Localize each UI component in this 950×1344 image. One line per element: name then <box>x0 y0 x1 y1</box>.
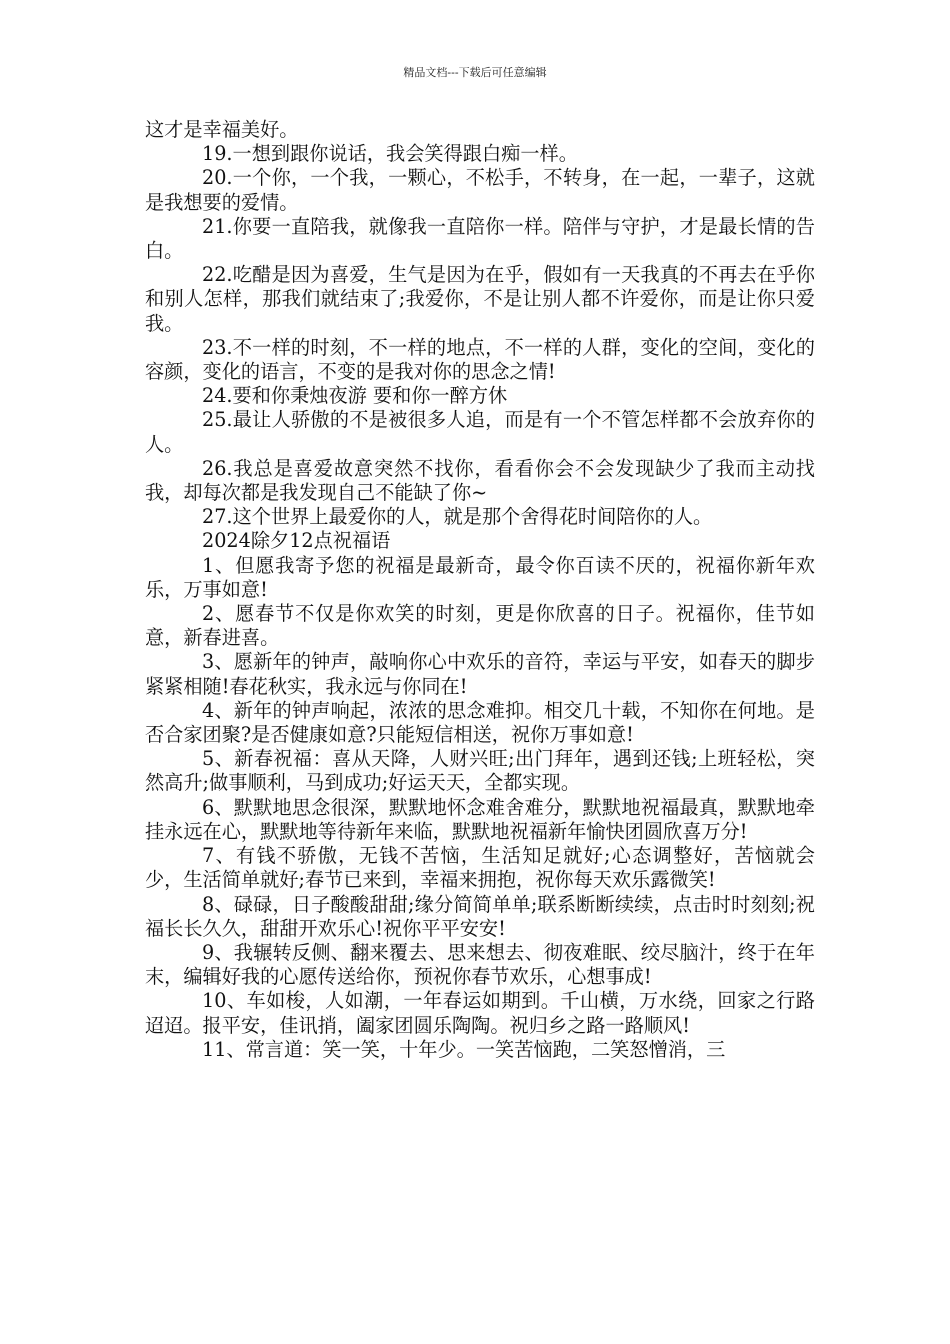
paragraph: 27.这个世界上最爱你的人，就是那个舍得花时间陪你的人。 <box>202 505 713 529</box>
paragraph: 23.不一样的时刻，不一样的地点，不一样的人群，变化的空间，变化的容颜，变化的语言，不变的是我对你的思念之情! <box>145 335 815 384</box>
paragraph: 1、但愿我寄予您的祝福是最新奇，最令你百读不厌的，祝福你新年欢乐，万事如意! <box>145 553 815 601</box>
paragraph: 24.要和你秉烛夜游 要和你一醉方休 <box>202 384 508 408</box>
paragraph: 25.最让人骄傲的不是被很多人追，而是有一个不管怎样都不会放弃你的人。 <box>145 408 815 456</box>
paragraph: 5、新春祝福：喜从天降，人财兴旺;出门拜年，遇到还钱;上班轻松，突然高升;做事顺利，马到成功;好运天天，全都实现。 <box>145 747 815 795</box>
paragraph: 26.我总是喜爱故意突然不找你，看看你会不会发现缺少了我而主动找我，却每次都是我发现自己不能缺了你~ <box>145 456 815 505</box>
paragraph: 9、我辗转反侧、翻来覆去、思来想去、彻夜难眠、绞尽脑汁，终于在年末，编辑好我的心愿传送给你，预祝你春节欢乐，心想事成! <box>145 940 815 989</box>
page-header: 精品文档---下载后可任意编辑 <box>403 66 547 79</box>
paragraph: 22.吃醋是因为喜爱，生气是因为在乎，假如有一天我真的不再去在乎你和别人怎样，那我们就结束了;我爱你，不是让别人都不许爱你，而是让你只爱我。 <box>145 263 815 335</box>
paragraph: 4、新年的钟声响起，浓浓的思念难抑。相交几十载，不知你在何地。是否合家团聚?是否健康如意?只能短信相送，祝你万事如意! <box>145 698 815 747</box>
paragraph: 11、常言道：笑一笑，十年少。一笑苦恼跑，二笑怒憎消，三 <box>202 1037 726 1061</box>
paragraph: 7、有钱不骄傲，无钱不苦恼，生活知足就好;心态调整好，苦恼就会少，生活简单就好;春节已来到，幸福来拥抱，祝你每天欢乐露微笑! <box>145 844 815 892</box>
paragraph: 8、碌碌，日子酸酸甜甜;缘分简简单单;联系断断续续，点击时时刻刻;祝福长长久久，甜甜开欢乐心!祝你平平安安! <box>145 892 815 940</box>
paragraph: 2、愿春节不仅是你欢笑的时刻，更是你欣喜的日子。祝福你，佳节如意，新春进喜。 <box>145 602 815 650</box>
paragraph: 19.一想到跟你说话，我会笑得跟白痴一样。 <box>202 142 578 166</box>
paragraph: 10、车如梭，人如潮，一年春运如期到。千山横，万水绕，回家之行路迢迢。报平安，佳讯捎，阖家团圆乐陶陶。祝归乡之路一路顺风! <box>145 989 815 1037</box>
paragraph: 3、愿新年的钟声，敲响你心中欢乐的音符，幸运与平安，如春天的脚步紧紧相随!春花秋实，我永远与你同在! <box>145 650 815 698</box>
paragraph: 6、默默地思念很深，默默地怀念难舍难分，默默地祝福最真，默默地牵挂永远在心，默默地等待新年来临，默默地祝福新年愉快团圆欣喜万分! <box>145 795 815 843</box>
document-body <box>145 118 815 1062</box>
paragraph: 21.你要一直陪我，就像我一直陪你一样。陪伴与守护，才是最长情的告白。 <box>145 214 815 263</box>
paragraph: 20.一个你，一个我，一颗心，不松手，不转身，在一起，一辈子，这就是我想要的爱情。 <box>145 166 815 214</box>
paragraph: 这才是幸福美好。 <box>145 118 299 141</box>
paragraph: 2024除夕12点祝福语 <box>202 529 391 553</box>
